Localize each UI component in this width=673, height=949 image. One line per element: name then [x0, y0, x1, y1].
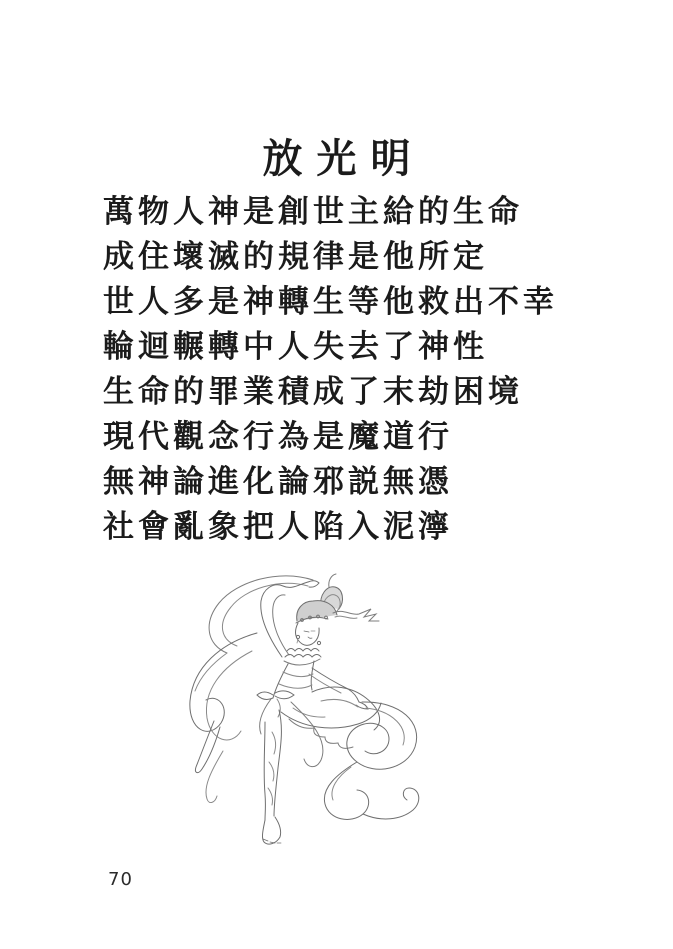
page-number: 70: [108, 869, 133, 890]
poem-line: 無神論進化論邪説無憑: [103, 464, 453, 500]
poem-line: 萬物人神是創世主給的生命: [103, 194, 523, 230]
poem-block: [103, 190, 583, 550]
poem-line: 社會亂象把人陷入泥濘: [103, 509, 453, 545]
poem-line: 世人多是神轉生等他救出不幸: [103, 284, 558, 320]
poem-line: 現代觀念行為是魔道行: [103, 419, 453, 455]
flying-apsara-illustration: [161, 571, 445, 859]
poem-line: 成住壞滅的規律是他所定: [103, 239, 488, 275]
poem-line: 輪迴輾轉中人失去了神性: [103, 329, 488, 365]
poem-line: 生命的罪業積成了末劫困境: [103, 374, 523, 410]
page-title: 放光明: [262, 134, 425, 182]
